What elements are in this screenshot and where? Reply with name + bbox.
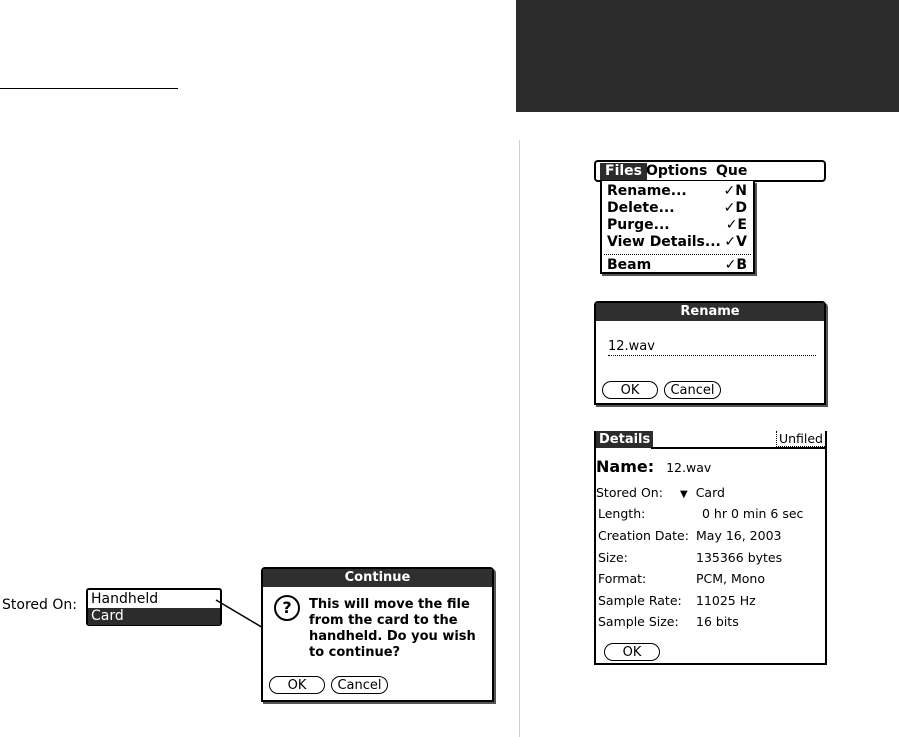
stored-on-row bbox=[596, 485, 663, 501]
list-item-card[interactable]: Card bbox=[88, 608, 220, 625]
category-selector[interactable]: Unfiled bbox=[776, 431, 825, 447]
menu-bar bbox=[594, 160, 826, 182]
sample-rate-value: 11025 Hz bbox=[696, 593, 756, 608]
details-ok-button[interactable]: OK bbox=[604, 643, 660, 661]
list-item-handheld[interactable]: Handheld bbox=[91, 591, 159, 607]
header-rule bbox=[0, 88, 178, 89]
menu-item-label: View Details... bbox=[607, 234, 721, 250]
menu-item-view-details[interactable] bbox=[607, 234, 749, 250]
menu-que[interactable]: Que bbox=[716, 163, 748, 179]
details-dialog bbox=[594, 431, 827, 665]
rename-filename-field[interactable]: 12.wav bbox=[608, 339, 816, 356]
stored-on-value: Card bbox=[695, 485, 725, 500]
continue-dialog-title: Continue bbox=[263, 569, 492, 587]
menu-item-label: Rename... bbox=[607, 183, 687, 199]
menu-item-rename[interactable] bbox=[607, 183, 749, 199]
continue-ok-button[interactable]: OK bbox=[269, 676, 325, 694]
format-value: PCM, Mono bbox=[696, 571, 766, 586]
details-tab[interactable]: Details bbox=[596, 431, 653, 448]
files-menu-dropdown bbox=[600, 181, 755, 274]
column-divider bbox=[519, 140, 520, 737]
sample-size-value: 16 bits bbox=[696, 614, 739, 629]
stored-on-label: Stored On: bbox=[596, 485, 663, 500]
length-value: 0 hr 0 min 6 sec bbox=[702, 506, 804, 521]
sample-size-label: Sample Size: bbox=[598, 614, 679, 629]
menu-separator bbox=[604, 254, 751, 255]
question-icon: ? bbox=[274, 595, 300, 621]
menu-item-beam[interactable] bbox=[607, 257, 749, 273]
rename-dialog bbox=[594, 301, 826, 405]
length-label: Length: bbox=[598, 506, 646, 521]
size-value: 135366 bytes bbox=[696, 550, 783, 565]
triangle-down-icon: ▼ bbox=[680, 489, 688, 500]
stored-on-trigger[interactable] bbox=[680, 485, 725, 503]
menu-shortcut: ✓B bbox=[724, 257, 747, 273]
name-row bbox=[596, 459, 711, 476]
continue-message: This will move the file from the card to the handheld. Do you wish to continue? bbox=[309, 597, 476, 660]
menu-shortcut: ✓D bbox=[723, 200, 747, 216]
menu-item-label: Beam bbox=[607, 257, 652, 273]
name-value: 12.wav bbox=[666, 460, 712, 475]
menu-item-purge[interactable] bbox=[607, 217, 749, 233]
creation-date-label: Creation Date: bbox=[598, 528, 689, 543]
menu-shortcut: ✓V bbox=[724, 234, 747, 250]
menu-shortcut: ✓N bbox=[723, 183, 747, 199]
menu-item-label: Delete... bbox=[607, 200, 675, 216]
sample-rate-label: Sample Rate: bbox=[598, 593, 682, 608]
menu-files[interactable]: Files bbox=[600, 163, 647, 180]
cancel-button[interactable]: Cancel bbox=[664, 381, 721, 399]
continue-dialog bbox=[261, 567, 494, 702]
details-tab-underline bbox=[651, 447, 825, 449]
header-dark-block bbox=[516, 0, 899, 112]
stored-on-list-label: Stored On: bbox=[2, 597, 77, 613]
rename-dialog-title: Rename bbox=[596, 303, 824, 321]
continue-cancel-button[interactable]: Cancel bbox=[331, 676, 388, 694]
menu-options[interactable]: Options bbox=[646, 163, 708, 179]
format-label: Format: bbox=[598, 571, 647, 586]
storage-list bbox=[86, 588, 222, 626]
creation-date-value: May 16, 2003 bbox=[696, 528, 782, 543]
menu-item-delete[interactable] bbox=[607, 200, 749, 216]
menu-item-label: Purge... bbox=[607, 217, 670, 233]
ok-button[interactable]: OK bbox=[602, 381, 658, 399]
size-label: Size: bbox=[598, 550, 628, 565]
menu-shortcut: ✓E bbox=[725, 217, 747, 233]
name-label: Name: bbox=[596, 457, 655, 476]
